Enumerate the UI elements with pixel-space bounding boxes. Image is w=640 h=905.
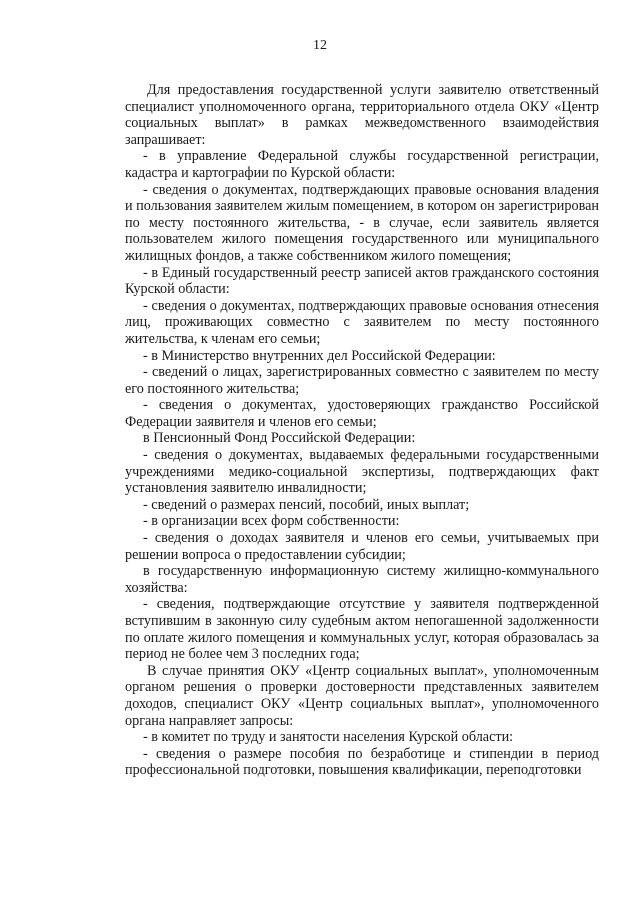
paragraph-rosreestr: - в управление Федеральной службы государственной регистрации, кадастра и картографии по Курской области:: [125, 148, 599, 181]
paragraph-employment-committee: - в комитет по труду и занятости населения Курской области:: [143, 729, 514, 746]
paragraph-mvd-citizenship: - сведения о документах, удостоверяющих гражданство Российской Федерации заявителя и членов его семьи;: [125, 397, 599, 430]
paragraph-pension-fund: в Пенсионный Фонд Российской Федерации:: [143, 430, 416, 447]
paragraph-zags: - в Единый государственный реестр записей актов гражданского состояния Курской области:: [125, 264, 599, 298]
document-body: [125, 82, 599, 779]
paragraph-verification: В случае принятия ОКУ «Центр социальных выплат», уполномоченным органом решения о проверки достоверности представленных заявителем доходов, специалист ОКУ «Центр социальных выплат», уполномоченного органа направляет запросы:: [125, 662, 599, 729]
page-number: 12: [313, 38, 327, 53]
paragraph-mvd-registered: - сведений о лицах, зарегистрированных совместно с заявителем по месту его постоянного жительства;: [125, 364, 599, 397]
paragraph-unemployment-benefit: - сведения о размере пособия по безработице и стипендии в период профессиональной подготовки, повышения квалификации, переподготовки: [125, 745, 599, 779]
paragraph-organizations-income: - сведения о доходах заявителя и членов его семьи, учитываемых при решении вопроса о предоставлении субсидии;: [125, 530, 599, 563]
paragraph-gis-zhkh: в государственную информационную систему жилищно-коммунального хозяйства:: [125, 563, 599, 596]
paragraph-organizations: - в организации всех форм собственности:: [143, 513, 400, 530]
paragraph-zags-details: - сведения о документах, подтверждающих правовые основания отнесения лиц, проживающих совместно с заявителем по месту постоянного жительства, к членам его семьи;: [125, 297, 599, 347]
paragraph-gis-zhkh-debt: - сведения, подтверждающие отсутствие у заявителя подтвержденной вступившим в законную силу судебным актом непогашенной задолженности по оплате жилого помещения и коммунальных услуг, которая образовалась за период не более чем 3 последних года;: [125, 596, 599, 663]
paragraph-rosreestr-details: - сведения о документах, подтверждающих правовые основания владения и пользования заявителем жилым помещением, в котором он зарегистрирован по месту постоянного жительства, - в случае, если заявитель является пользователем жилого помещения государственного или муниципального жилищных фондов, а также собственником жилого помещения;: [125, 181, 599, 264]
paragraph-pension-disability: - сведения о документах, выдаваемых федеральными государственными учреждениями медико-социальной экспертизы, подтверждающих факт установления заявителю инвалидности;: [125, 447, 599, 497]
paragraph-pension-amounts: - сведений о размерах пенсий, пособий, иных выплат;: [143, 496, 470, 513]
paragraph-mvd: - в Министерство внутренних дел Российской Федерации:: [143, 347, 496, 364]
paragraph-intro: Для предоставления государственной услуги заявителю ответственный специалист уполномоченного органа, территориального отдела ОКУ «Центр социальных выплат» в рамках межведомственного взаимодействия запрашивает:: [125, 82, 599, 148]
